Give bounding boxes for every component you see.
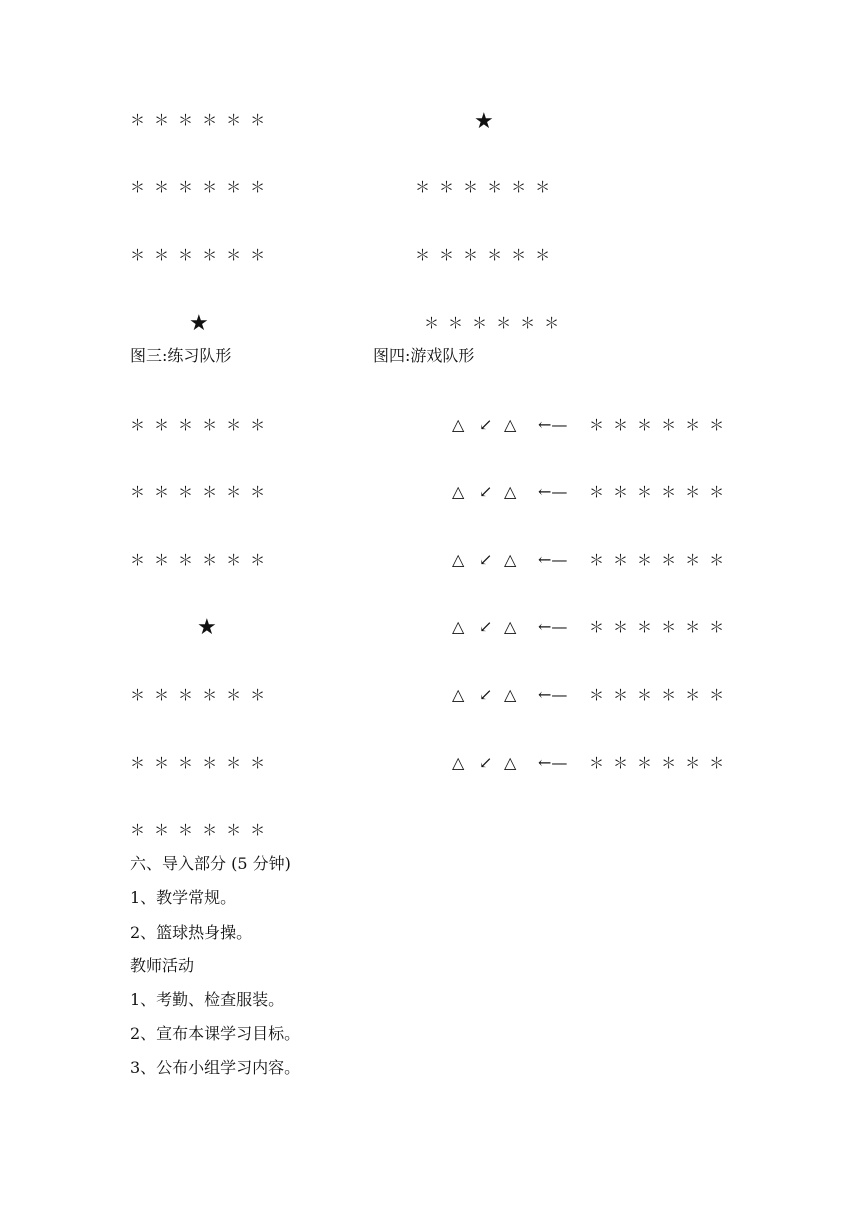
run-arrow-icon: ←— [538, 753, 568, 772]
game-student-row: ＊ ＊ ＊ ＊ ＊ ＊ [589, 551, 725, 569]
fig3-upper-row-2: ＊ ＊ ＊ ＊ ＊ ＊ [130, 178, 266, 196]
fig3-practice-row-6: ＊ ＊ ＊ ＊ ＊ ＊ [130, 821, 266, 839]
pass-arrow-icon: ↙ [479, 753, 493, 772]
triangle-icon: △ [452, 753, 465, 772]
fig3-practice-row-4: ＊ ＊ ＊ ＊ ＊ ＊ [130, 686, 266, 704]
pass-arrow-icon: ↙ [479, 617, 493, 636]
triangle-icon: △ [504, 753, 517, 772]
teacher-item-2: 2、宣布本课学习目标。 [130, 1024, 301, 1043]
triangle-icon: △ [504, 685, 517, 704]
teacher-heading: 教师活动 [130, 956, 195, 975]
triangle-icon: △ [452, 415, 465, 434]
triangle-icon: △ [452, 550, 465, 569]
triangle-icon: △ [504, 482, 517, 501]
fig4-upper-row-2: ＊ ＊ ＊ ＊ ＊ ＊ [415, 246, 551, 264]
fig3-practice-row-3: ＊ ＊ ＊ ＊ ＊ ＊ [130, 551, 266, 569]
triangle-icon: △ [452, 482, 465, 501]
fig4-upper-row-3: ＊ ＊ ＊ ＊ ＊ ＊ [424, 314, 560, 332]
run-arrow-icon: ←— [538, 482, 568, 501]
student-item-1: 1、教学常规。 [130, 888, 237, 907]
triangle-icon: △ [504, 415, 517, 434]
fig4-upper-row-1: ＊ ＊ ＊ ＊ ＊ ＊ [415, 178, 551, 196]
pass-arrow-icon: ↙ [479, 550, 493, 569]
triangle-icon: △ [452, 685, 465, 704]
triangle-icon: △ [504, 617, 517, 636]
fig3-practice-row-5: ＊ ＊ ＊ ＊ ＊ ＊ [130, 754, 266, 772]
pass-arrow-icon: ↙ [479, 415, 493, 434]
fig3-practice-teacher-star: ★ [197, 615, 217, 640]
teacher-item-3: 3、公布小组学习内容。 [130, 1058, 301, 1077]
game-student-row: ＊ ＊ ＊ ＊ ＊ ＊ [589, 686, 725, 704]
game-student-row: ＊ ＊ ＊ ＊ ＊ ＊ [589, 618, 725, 636]
game-student-row: ＊ ＊ ＊ ＊ ＊ ＊ [589, 483, 725, 501]
game-student-row: ＊ ＊ ＊ ＊ ＊ ＊ [589, 754, 725, 772]
figure-3-caption: 图三:练习队形 [130, 346, 232, 365]
section-heading: 六、导入部分 (5 分钟) [130, 854, 291, 873]
pass-arrow-icon: ↙ [479, 685, 493, 704]
triangle-icon: △ [504, 550, 517, 569]
teacher-item-1: 1、考勤、检查服装。 [130, 990, 285, 1009]
game-student-row: ＊ ＊ ＊ ＊ ＊ ＊ [589, 416, 725, 434]
fig3-practice-row-1: ＊ ＊ ＊ ＊ ＊ ＊ [130, 416, 266, 434]
triangle-icon: △ [452, 617, 465, 636]
fig4-upper-teacher-star: ★ [474, 109, 494, 134]
fig3-practice-row-2: ＊ ＊ ＊ ＊ ＊ ＊ [130, 483, 266, 501]
run-arrow-icon: ←— [538, 415, 568, 434]
game-row-6 [452, 753, 725, 851]
run-arrow-icon: ←— [538, 685, 568, 704]
fig3-upper-row-3: ＊ ＊ ＊ ＊ ＊ ＊ [130, 246, 266, 264]
pass-arrow-icon: ↙ [479, 482, 493, 501]
run-arrow-icon: ←— [538, 617, 568, 636]
figure-4-caption: 图四:游戏队形 [373, 346, 475, 365]
fig3-upper-teacher-star: ★ [189, 311, 209, 336]
fig3-upper-row-1: ＊ ＊ ＊ ＊ ＊ ＊ [130, 111, 266, 129]
student-item-2: 2、篮球热身操。 [130, 923, 253, 942]
run-arrow-icon: ←— [538, 550, 568, 569]
